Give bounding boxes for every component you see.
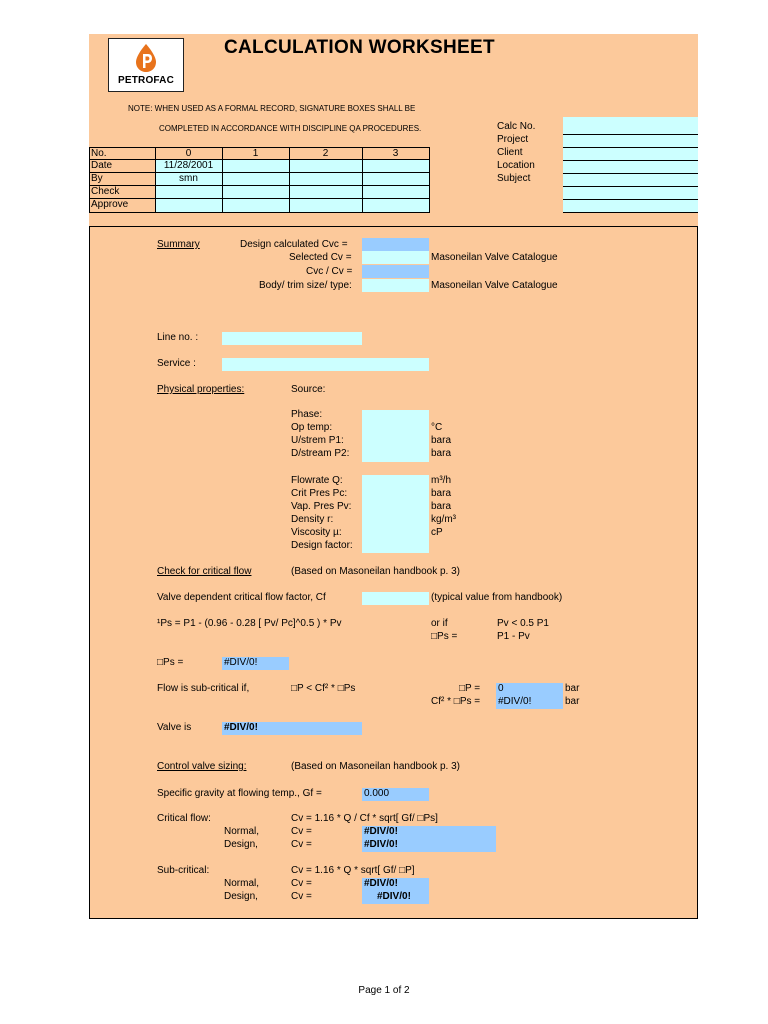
sizing-heading: Control valve sizing: [157,761,247,772]
p1-unit: bara [431,435,452,446]
critical-design-value: #DIV/0! [364,839,398,850]
critical-normal-value: #DIV/0! [364,826,398,837]
selected-cv-field[interactable] [362,251,429,264]
cf2-value: #DIV/0! [496,696,563,709]
body-trim-field[interactable] [362,279,429,292]
line-no-field[interactable] [222,332,362,345]
dp-label: □P = [459,683,481,694]
cf-note: (typical value from handbook) [431,592,563,603]
crit-pres-label: Crit Pres Pc: [291,488,348,499]
project-label: Project [497,134,529,145]
vap-pres-label: Vap. Pres Pv: [291,501,352,512]
viscosity-unit: cP [431,527,443,538]
subcritical-equation: Cv = 1.16 * Q * sqrt[ Gf/ □P] [291,865,415,876]
subject-field[interactable] [563,174,698,212]
p1-label: U/strem P1: [291,435,344,446]
physical-heading: Physical properties: [157,384,245,395]
critical-flow-equation: Cv = 1.16 * Q / Cf * sqrt[ Gf/ □Ps] [291,813,438,824]
valve-is-value: #DIV/0! [222,722,362,735]
rev-label-date: Date [91,160,113,171]
crit-pres-unit: bara [431,488,452,499]
rev-col-1: 1 [252,148,259,159]
gf-value: 0.000 [362,788,429,801]
rev-label-check: Check [91,186,120,197]
dps-value: #DIV/0! [222,657,289,670]
body-trim-source: Masoneilan Valve Catalogue [431,280,558,291]
cvc-cv-field[interactable] [362,265,429,278]
dp-value[interactable]: 0 [496,683,563,696]
sub-normal-label: Normal, [224,878,260,889]
rev-col-2: 2 [322,148,329,159]
source-label: Source: [291,384,326,395]
cvc-cv-label: Cvc / Cv = [306,266,353,277]
ps-equation: ¹Ps = P1 - (0.96 - 0.28 [ Pv/ Pc]^0.5 ) * Pv [157,618,342,629]
dp-unit: bar [565,683,580,694]
op-temp-unit: °C [431,422,443,433]
flowrate-unit: m³/h [431,475,451,486]
op-temp-label: Op temp: [291,422,333,433]
subcritical-condition: □P < Cf² * □Ps [291,683,356,694]
sub-normal-cv: Cv = [291,878,312,889]
cf2-label: Cf² * □Ps = [431,696,481,707]
location-field[interactable] [563,161,698,173]
rev-cell-date-0[interactable]: 11/28/2001 [163,160,214,171]
service-label: Service : [157,358,196,369]
body-trim-label: Body/ trim size/ type: [259,280,352,291]
p2-label: D/stream P2: [291,448,350,459]
rev-col-3: 3 [392,148,399,159]
dps-alt-label: □Ps = [431,631,458,642]
critical-design-label: Design, [224,839,258,850]
design-cvc-label: Design calculated Cvc = [240,239,348,250]
selected-cv-source: Masoneilan Valve Catalogue [431,252,558,263]
line-no-label: Line no. : [157,332,199,343]
flowrate-label: Flowrate Q: [291,475,343,486]
selected-cv-label: Selected Cv = [289,252,352,263]
location-label: Location [497,160,535,171]
density-label: Density r: [291,514,334,525]
client-field[interactable] [563,148,698,160]
design-cvc-field[interactable] [362,238,429,251]
density-unit: kg/m³ [431,514,456,525]
page-number: Page 1 of 2 [358,985,410,996]
p2-unit: bara [431,448,452,459]
sub-design-value: #DIV/0! [377,891,411,902]
critical-design-cv: Cv = [291,839,312,850]
critical-normal-cv: Cv = [291,826,312,837]
design-factor-label: Design factor: [291,540,353,551]
or-if-label: or if [431,618,448,629]
client-label: Client [497,147,523,158]
valve-is-label: Valve is [157,722,192,733]
note-line-1: NOTE: WHEN USED AS A FORMAL RECORD, SIGNATURE BOXES SHALL BE [128,104,416,113]
critical-flow-label: Critical flow: [157,813,211,824]
cf-label: Valve dependent critical flow factor, Cf [157,592,326,603]
subcritical-label: Sub-critical: [157,865,210,876]
phase-label: Phase: [291,409,323,420]
subject-label: Subject [497,173,531,184]
service-field[interactable] [222,358,429,371]
props1-fields[interactable] [362,410,429,462]
gf-label: Specific gravity at flowing temp., Gf = [157,788,322,799]
pv-condition: Pv < 0.5 P1 [497,618,549,629]
page-title: CALCULATION WORKSHEET [224,37,495,58]
rev-label-no: No. [91,148,107,159]
dps-alt-formula: P1 - Pv [497,631,530,642]
summary-heading: Summary [157,239,200,250]
note-line-2: COMPLETED IN ACCORDANCE WITH DISCIPLINE QA PROCEDURES. [159,124,422,133]
critical-check-basis: (Based on Masoneilan handbook p. 3) [291,566,461,577]
props2-fields[interactable] [362,475,429,553]
logo-text: PETROFAC [117,75,175,86]
project-field[interactable] [563,135,698,147]
dps-label: □Ps = [157,657,184,668]
sub-normal-value: #DIV/0! [364,878,398,889]
critical-check-heading: Check for critical flow [157,566,252,577]
rev-col-0: 0 [185,148,192,159]
cf2-unit: bar [565,696,580,707]
cf-field[interactable] [362,592,429,605]
rev-cell-by-0[interactable]: smn [179,173,198,184]
petrofac-logo [108,38,184,92]
calc-no-label: Calc No. [497,121,536,132]
subcritical-text: Flow is sub-critical if, [157,683,250,694]
sub-design-cv: Cv = [291,891,312,902]
calc-no-field[interactable] [563,117,698,134]
rev-label-approve: Approve [91,199,129,210]
viscosity-label: Viscosity µ: [291,527,342,538]
sub-design-label: Design, [224,891,258,902]
petrofac-drop-icon [133,43,159,73]
vap-pres-unit: bara [431,501,452,512]
sizing-basis: (Based on Masoneilan handbook p. 3) [291,761,461,772]
rev-label-by: By [91,173,103,184]
critical-normal-label: Normal, [224,826,260,837]
